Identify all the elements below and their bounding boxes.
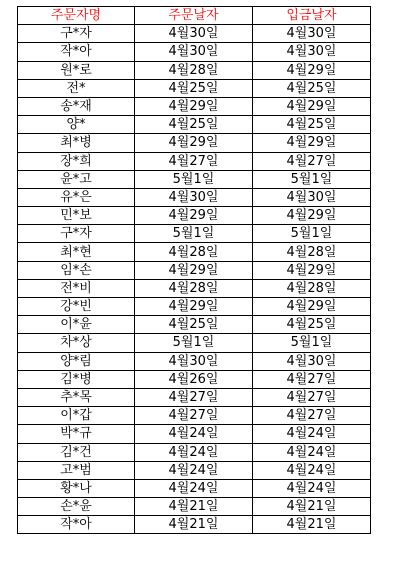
orderer-name-cell: 이*윤 bbox=[18, 316, 135, 334]
deposit-date-cell: 4월29일 bbox=[253, 298, 371, 316]
deposit-date-cell: 4월21일 bbox=[253, 516, 371, 534]
table-row bbox=[18, 207, 371, 225]
deposit-date-cell: 4월24일 bbox=[253, 443, 371, 461]
deposit-date-cell: 4월25일 bbox=[253, 316, 371, 334]
orderer-name-cell: 차*상 bbox=[18, 334, 135, 352]
deposit-date-cell: 4월24일 bbox=[253, 461, 371, 479]
order-deposit-table bbox=[17, 6, 371, 534]
order-date-cell: 4월27일 bbox=[135, 388, 253, 406]
orderer-name-cell: 구*자 bbox=[18, 25, 135, 43]
order-date-cell: 4월29일 bbox=[135, 97, 253, 115]
orderer-name-cell: 작*아 bbox=[18, 43, 135, 61]
table-row bbox=[18, 407, 371, 425]
deposit-date-cell: 4월28일 bbox=[253, 279, 371, 297]
orderer-name-cell: 황*나 bbox=[18, 479, 135, 497]
header-orderer-name: 주문자명 bbox=[18, 7, 135, 25]
order-date-cell: 5월1일 bbox=[135, 170, 253, 188]
table-row bbox=[18, 443, 371, 461]
order-date-cell: 4월27일 bbox=[135, 152, 253, 170]
deposit-date-cell: 4월24일 bbox=[253, 479, 371, 497]
orderer-name-cell: 원*로 bbox=[18, 61, 135, 79]
order-date-cell: 4월29일 bbox=[135, 261, 253, 279]
deposit-date-cell: 4월24일 bbox=[253, 425, 371, 443]
deposit-date-cell: 4월27일 bbox=[253, 152, 371, 170]
order-date-cell: 5월1일 bbox=[135, 334, 253, 352]
table-row bbox=[18, 370, 371, 388]
deposit-date-cell: 4월29일 bbox=[253, 134, 371, 152]
table-row bbox=[18, 152, 371, 170]
order-date-cell: 4월24일 bbox=[135, 479, 253, 497]
header-deposit-date: 입금날자 bbox=[253, 7, 371, 25]
table-row bbox=[18, 388, 371, 406]
deposit-date-cell: 4월30일 bbox=[253, 352, 371, 370]
table-row bbox=[18, 425, 371, 443]
deposit-date-cell: 5월1일 bbox=[253, 225, 371, 243]
order-date-cell: 4월25일 bbox=[135, 79, 253, 97]
orderer-name-cell: 양*림 bbox=[18, 352, 135, 370]
orderer-name-cell: 양* bbox=[18, 116, 135, 134]
deposit-date-cell: 4월27일 bbox=[253, 388, 371, 406]
orderer-name-cell: 박*규 bbox=[18, 425, 135, 443]
table-row bbox=[18, 243, 371, 261]
orderer-name-cell: 유*은 bbox=[18, 188, 135, 206]
order-date-cell: 4월29일 bbox=[135, 207, 253, 225]
order-date-cell: 4월29일 bbox=[135, 298, 253, 316]
order-date-cell: 4월29일 bbox=[135, 134, 253, 152]
table-row bbox=[18, 61, 371, 79]
deposit-date-cell: 4월25일 bbox=[253, 116, 371, 134]
order-date-cell: 4월24일 bbox=[135, 461, 253, 479]
table-row bbox=[18, 334, 371, 352]
table-row bbox=[18, 516, 371, 534]
table-row bbox=[18, 316, 371, 334]
table-row bbox=[18, 498, 371, 516]
order-date-cell: 4월30일 bbox=[135, 188, 253, 206]
orderer-name-cell: 장*희 bbox=[18, 152, 135, 170]
order-date-cell: 4월25일 bbox=[135, 116, 253, 134]
table-row bbox=[18, 279, 371, 297]
order-date-cell: 4월28일 bbox=[135, 61, 253, 79]
order-date-cell: 5월1일 bbox=[135, 225, 253, 243]
table-row bbox=[18, 352, 371, 370]
table-row bbox=[18, 25, 371, 43]
table-row bbox=[18, 188, 371, 206]
orderer-name-cell: 이*갑 bbox=[18, 407, 135, 425]
order-date-cell: 4월21일 bbox=[135, 516, 253, 534]
table-row bbox=[18, 461, 371, 479]
orderer-name-cell: 김*건 bbox=[18, 443, 135, 461]
table-row bbox=[18, 116, 371, 134]
orderer-name-cell: 강*빈 bbox=[18, 298, 135, 316]
deposit-date-cell: 4월28일 bbox=[253, 243, 371, 261]
deposit-date-cell: 4월30일 bbox=[253, 43, 371, 61]
orderer-name-cell: 최*병 bbox=[18, 134, 135, 152]
table-row bbox=[18, 298, 371, 316]
orderer-name-cell: 고*범 bbox=[18, 461, 135, 479]
orderer-name-cell: 작*아 bbox=[18, 516, 135, 534]
table-row bbox=[18, 134, 371, 152]
order-date-cell: 4월28일 bbox=[135, 243, 253, 261]
deposit-date-cell: 4월29일 bbox=[253, 207, 371, 225]
deposit-date-cell: 4월30일 bbox=[253, 188, 371, 206]
table-row bbox=[18, 170, 371, 188]
order-date-cell: 4월27일 bbox=[135, 407, 253, 425]
order-date-cell: 4월21일 bbox=[135, 498, 253, 516]
orderer-name-cell: 민*보 bbox=[18, 207, 135, 225]
orderer-name-cell: 전* bbox=[18, 79, 135, 97]
table-row bbox=[18, 479, 371, 497]
order-date-cell: 4월28일 bbox=[135, 279, 253, 297]
deposit-date-cell: 5월1일 bbox=[253, 170, 371, 188]
orderer-name-cell: 최*현 bbox=[18, 243, 135, 261]
orderer-name-cell: 김*병 bbox=[18, 370, 135, 388]
order-date-cell: 4월24일 bbox=[135, 425, 253, 443]
deposit-date-cell: 5월1일 bbox=[253, 334, 371, 352]
table-row bbox=[18, 79, 371, 97]
order-date-cell: 4월30일 bbox=[135, 43, 253, 61]
order-date-cell: 4월26일 bbox=[135, 370, 253, 388]
table-row bbox=[18, 261, 371, 279]
deposit-date-cell: 4월27일 bbox=[253, 407, 371, 425]
deposit-date-cell: 4월29일 bbox=[253, 261, 371, 279]
deposit-date-cell: 4월30일 bbox=[253, 25, 371, 43]
table-row bbox=[18, 97, 371, 115]
deposit-date-cell: 4월27일 bbox=[253, 370, 371, 388]
orderer-name-cell: 송*재 bbox=[18, 97, 135, 115]
table-row bbox=[18, 43, 371, 61]
deposit-date-cell: 4월29일 bbox=[253, 61, 371, 79]
orderer-name-cell: 윤*고 bbox=[18, 170, 135, 188]
orderer-name-cell: 구*자 bbox=[18, 225, 135, 243]
order-date-cell: 4월30일 bbox=[135, 25, 253, 43]
header-order-date: 주문날자 bbox=[135, 7, 253, 25]
deposit-date-cell: 4월21일 bbox=[253, 498, 371, 516]
order-date-cell: 4월25일 bbox=[135, 316, 253, 334]
orderer-name-cell: 전*비 bbox=[18, 279, 135, 297]
deposit-date-cell: 4월25일 bbox=[253, 79, 371, 97]
orderer-name-cell: 추*목 bbox=[18, 388, 135, 406]
header-row bbox=[18, 7, 371, 25]
orderer-name-cell: 임*손 bbox=[18, 261, 135, 279]
order-date-cell: 4월30일 bbox=[135, 352, 253, 370]
order-date-cell: 4월24일 bbox=[135, 443, 253, 461]
deposit-date-cell: 4월29일 bbox=[253, 97, 371, 115]
table-row bbox=[18, 225, 371, 243]
orderer-name-cell: 손*윤 bbox=[18, 498, 135, 516]
